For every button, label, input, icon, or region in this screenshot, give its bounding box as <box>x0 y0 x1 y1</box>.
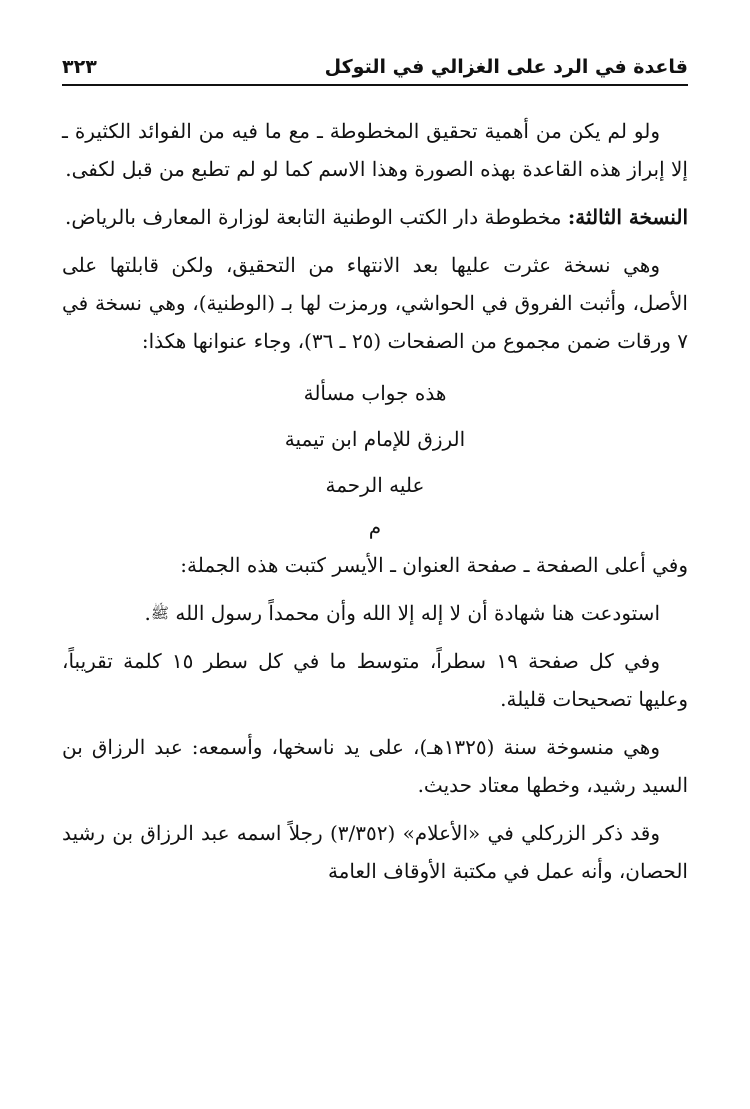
paragraph-intro: ولو لم يكن من أهمية تحقيق المخطوطة ـ مع ما فيه من الفوائد الكثيرة ـ إلا إبراز هذه القاعدة بهذه الصورة وهذا الاسم كما لو لم تطبع من قبل لكفى. <box>62 119 688 181</box>
title-mark: م <box>368 515 382 539</box>
running-header <box>62 50 688 86</box>
paragraph-copy-date: وهي منسوخة سنة (١٣٢٥هـ)، على يد ناسخها، وأسمعه: عبد الرزاق بن السيد رشيد، وخطها معتاد حديث. <box>62 735 688 797</box>
third-copy-text: مخطوطة دار الكتب الوطنية التابعة لوزارة المعارف بالرياض. <box>64 205 568 229</box>
third-copy-label: النسخة الثالثة: <box>567 205 688 229</box>
paragraph-third-copy <box>62 198 688 236</box>
paragraph-copy-description: وهي نسخة عثرت عليها بعد الانتهاء من التحقيق، ولكن قابلتها على الأصل، وأثبت الفروق في الحواشي، ورمزت لها بـ (الوطنية)، وهي نسخة في ٧ ورقات ضمن مجموع من الصفحات (٢٥ ـ ٣٦)، وجاء عنوانها هكذا: <box>62 253 688 353</box>
paragraph-line-count: وفي كل صفحة ١٩ سطراً، متوسط ما في كل سطر ١٥ كلمة تقريباً، وعليها تصحيحات قليلة. <box>62 649 688 711</box>
page-number: ٣٢٣ <box>62 56 97 78</box>
paragraph-zirikli-reference: وقد ذكر الزركلي في «الأعلام» (٣/٣٥٢) رجلاً اسمه عبد الرزاق بن رشيد الحصان، وأنه عمل في مكتبة الأوقاف العامة <box>62 821 688 883</box>
title-line-3: عليه الرحمة <box>325 473 425 497</box>
title-line-1: هذه جواب مسألة <box>303 381 447 405</box>
manuscript-title-block <box>62 370 688 508</box>
page-body <box>62 112 688 900</box>
deposit-phrase-text: استودعت هنا شهادة أن لا إله إلا الله وأن محمداً رسول الله <box>175 601 660 625</box>
paragraph-deposit-phrase <box>62 594 688 632</box>
running-title: قاعدة في الرد على الغزالي في التوكل <box>324 56 688 78</box>
deposit-phrase-end: . <box>144 601 151 625</box>
paragraph-title-page-note: وفي أعلى الصفحة ـ صفحة العنوان ـ الأيسر كتبت هذه الجملة: <box>180 553 688 577</box>
title-line-2: الرزق للإمام ابن تيمية <box>284 427 466 451</box>
honorific-glyph: ﷺ <box>150 604 170 622</box>
